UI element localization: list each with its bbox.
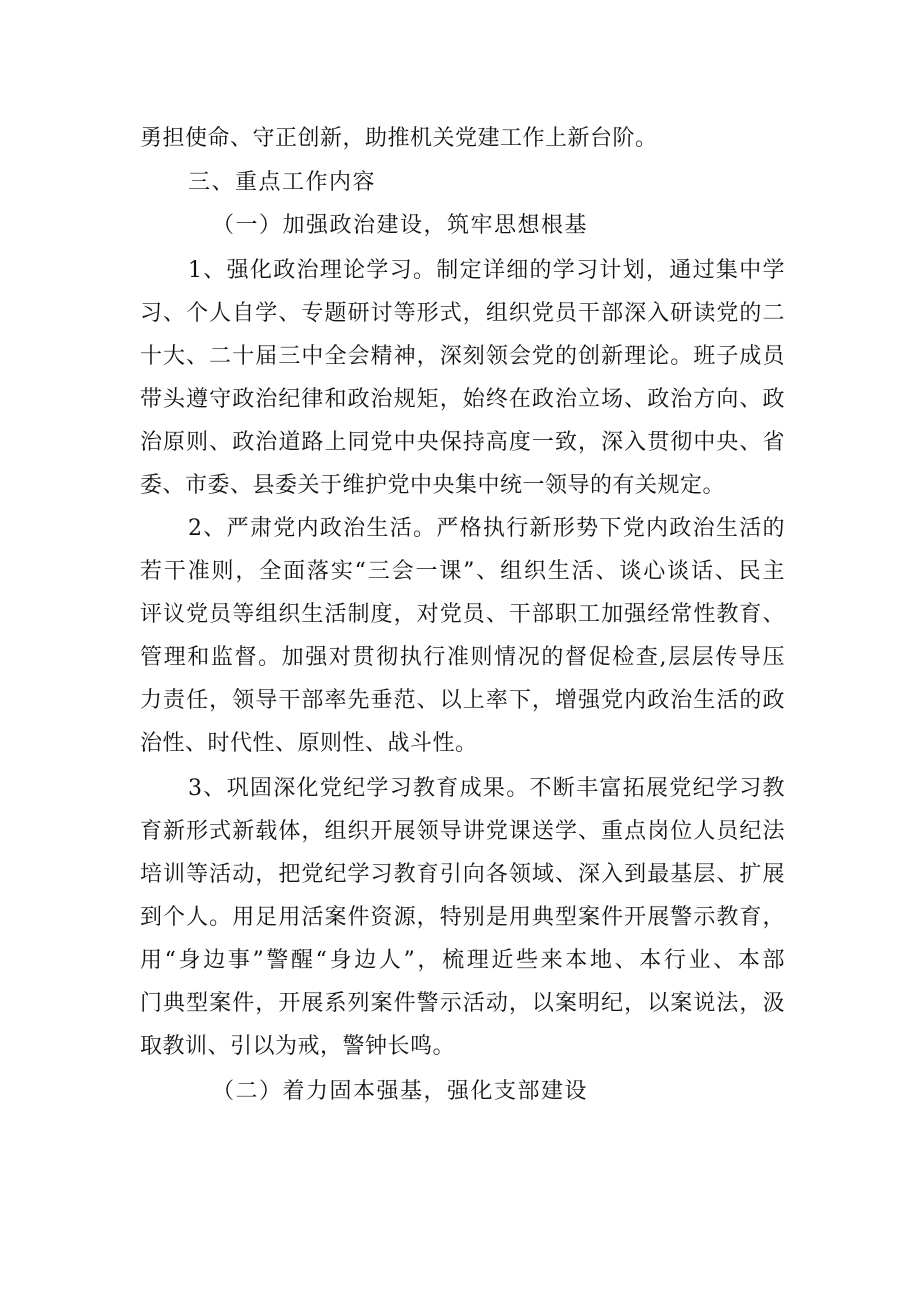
paragraph-line: 取教训、引以为戒，警钟长鸣。 xyxy=(140,1034,456,1059)
opening-line: 勇担使命、守正创新，助推机关党建工作上新台阶。 xyxy=(140,126,658,151)
paragraph-line: 治性、时代性、原则性、战斗性。 xyxy=(140,731,478,756)
paragraph-line: 带头遵守政治纪律和政治规矩，始终在政治立场、政治方向、政 xyxy=(140,387,785,412)
paragraph-line: 培训等活动，把党纪学习教育引向各领域、深入到最基层、扩展 xyxy=(140,862,785,887)
paragraph-line: 治原则、政治道路上同党中央保持高度一致，深入贯彻中央、省 xyxy=(140,430,785,455)
paragraph-line: 委、市委、县委关于维护党中央集中统一领导的有关规定。 xyxy=(140,473,726,498)
paragraph-line: 育新形式新载体，组织开展领导讲党课送学、重点岗位人员纪法 xyxy=(140,819,785,844)
paragraph-line: 力责任，领导干部率先垂范、以上率下，增强党内政治生活的政 xyxy=(140,688,785,713)
subsection-two-title: （二）着力固本强基，强化支部建设 xyxy=(212,1079,589,1104)
subsection-one-title: （一）加强政治建设，筑牢思想根基 xyxy=(212,213,589,238)
paragraph-line: 管理和监督。加强对贯彻执行准则情况的督促检查,层层传导压 xyxy=(140,645,785,670)
paragraph-line: 2、严肃党内政治生活。严格执行新形势下党内政治生活的 xyxy=(188,516,785,541)
paragraph-line: 若干准则，全面落实“三会一课”、组织生活、谈心谈话、民主 xyxy=(140,559,785,584)
paragraph-line: 习、个人自学、专题研讨等形式，组织党员干部深入研读党的二 xyxy=(140,301,785,326)
paragraph-line: 十大、二十届三中全会精神，深刻领会党的创新理论。班子成员 xyxy=(140,344,785,369)
paragraph-line: 门典型案件，开展系列案件警示活动，以案明纪，以案说法，汲 xyxy=(140,991,785,1016)
section-three-title: 三、重点工作内容 xyxy=(188,170,377,195)
paragraph-line: 用“身边事”警醒“身边人”，梳理近些来本地、本行业、本部 xyxy=(140,948,785,973)
paragraph-line: 评议党员等组织生活制度，对党员、干部职工加强经常性教育、 xyxy=(140,602,785,627)
paragraph-line: 到个人。用足用活案件资源，特别是用典型案件开展警示教育， xyxy=(140,905,785,930)
paragraph-line: 3、巩固深化党纪学习教育成果。不断丰富拓展党纪学习教 xyxy=(188,776,785,801)
paragraph-line: 1、强化政治理论学习。制定详细的学习计划，通过集中学 xyxy=(188,258,785,283)
